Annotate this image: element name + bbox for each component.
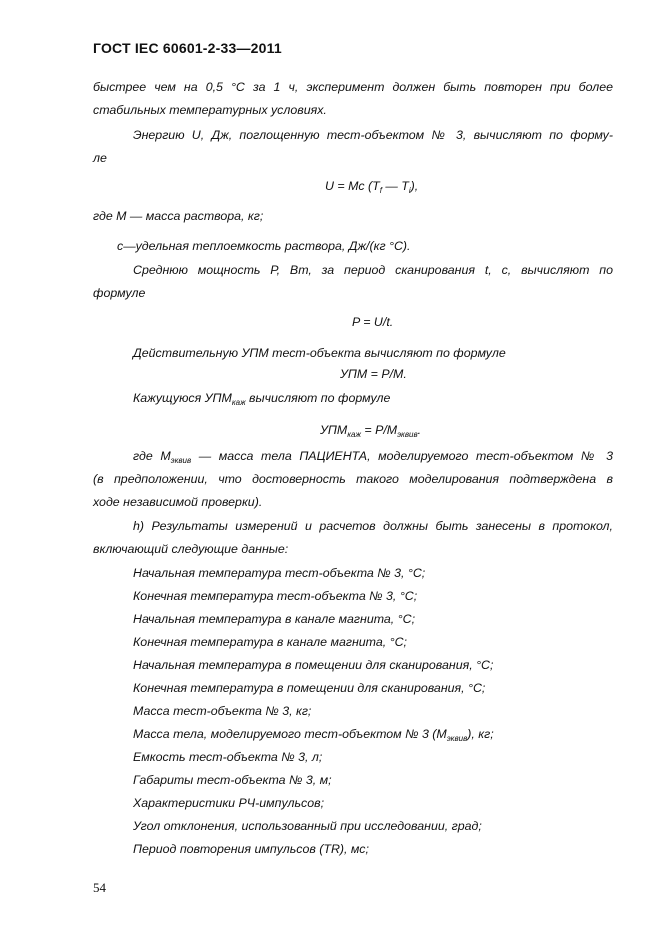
list-item: Начальная температура в помещении для сканирования, °C; xyxy=(133,658,494,672)
definition-m: где М — масса раствора, кг; xyxy=(93,209,264,223)
list-item: Емкость тест-объекта № 3, л; xyxy=(133,750,323,764)
list-item: Габариты тест-объекта № 3, м; xyxy=(133,773,332,787)
paragraph-line: быстрее чем на 0,5 °C за 1 ч, эксперимент должен быть повторен при более xyxy=(93,80,613,94)
list-item: Характеристики РЧ-импульсов; xyxy=(133,796,325,810)
page-number: 54 xyxy=(93,880,106,895)
paragraph-line: (в предположении, что достоверность такого моделирования подтверждена в xyxy=(93,472,613,486)
list-item: Начальная температура тест-объекта № 3, °C; xyxy=(133,566,426,580)
list-item: Масса тест-объекта № 3, кг; xyxy=(133,704,312,718)
list-item: Конечная температура тест-объекта № 3, °C; xyxy=(133,589,418,603)
paragraph-line: включающий следующие данные: xyxy=(93,542,289,556)
paragraph-line: Энергию U, Дж, поглощенную тест-объектом № 3, вычисляют по форму- xyxy=(133,128,613,142)
list-item: Угол отклонения, использованный при исследовании, град; xyxy=(133,819,482,833)
paragraph-line: формуле xyxy=(93,286,146,300)
list-item: Конечная температура в помещении для сканирования, °C; xyxy=(133,681,486,695)
paragraph-line: ходе независимой проверки). xyxy=(93,495,263,509)
definition-c: с—удельная теплоемкость раствора, Дж/(кг °C). xyxy=(117,239,411,253)
list-item: Период повторения импульсов (TR), мс; xyxy=(133,842,369,856)
formula-apparent-sar: $УПМ_{каж} = P/M_{эквив}$. xyxy=(320,423,422,439)
list-item: Масса тела, моделируемого тест-объектом № 3 $(М_{эквив})$, кг; xyxy=(133,727,494,743)
formula-energy: U = Mc ($T_f$ — $T_i$), xyxy=(325,179,419,195)
paragraph-line: стабильных температурных условиях. xyxy=(93,103,327,117)
paragraph-line: ле xyxy=(93,151,107,165)
list-item: Начальная температура в канале магнита, °C; xyxy=(133,612,416,626)
paragraph-line: Кажущуюся $УПМ_{каж}$ вычисляют по формуле xyxy=(133,391,391,407)
paragraph-line: Среднюю мощность Р, Вт, за период сканирования t, с, вычисляют по xyxy=(133,263,613,277)
paragraph-line: где $М_{эквив}$ — масса тела ПАЦИЕНТА, моделируемого тест-объектом № 3 xyxy=(133,449,613,465)
paragraph-line: h) Результаты измерений и расчетов должны быть занесены в протокол, xyxy=(133,519,613,533)
formula-sar: УПМ = Р/М. xyxy=(340,367,407,381)
formula-power: P = U/t. xyxy=(352,315,394,329)
paragraph-line: Действительную УПМ тест-объекта вычисляют по формуле xyxy=(133,346,506,360)
document-header: ГОСТ IEC 60601-2-33—2011 xyxy=(93,40,282,56)
list-item: Конечная температура в канале магнита, °C; xyxy=(133,635,407,649)
